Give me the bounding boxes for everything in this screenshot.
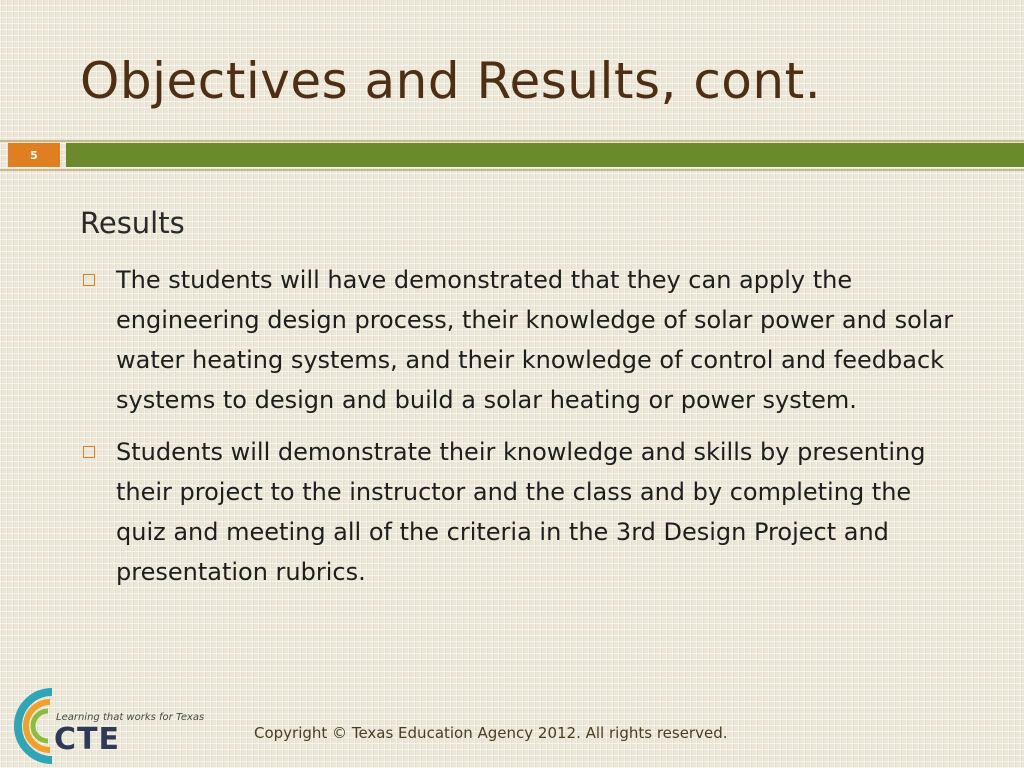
- logo-name: CTE: [54, 722, 120, 757]
- page-number-badge: [8, 143, 60, 167]
- bullet-list: [80, 260, 960, 604]
- logo-tagline: Learning that works for Texas: [56, 712, 205, 723]
- page-number: 5: [30, 148, 38, 162]
- square-bullet-icon: [83, 446, 95, 458]
- accent-bar: [66, 143, 1024, 167]
- bullet-item: [80, 260, 960, 420]
- divider-top: [0, 140, 1024, 142]
- square-bullet-icon: [83, 274, 95, 286]
- slide-title: Objectives and Results, cont.: [80, 52, 822, 110]
- bullet-item: [80, 432, 960, 592]
- divider-bottom: [0, 169, 1024, 171]
- section-heading: Results: [80, 206, 185, 240]
- bullet-text: Students will demonstrate their knowledge and skills by presenting their project to the instructor and the class and by completing the quiz and meeting all of the criteria in the 3rd Design Project and presentation rubrics.: [116, 438, 926, 586]
- copyright-text: Copyright © Texas Education Agency 2012. All rights reserved.: [254, 724, 728, 742]
- bullet-text: The students will have demonstrated that they can apply the engineering design process, their knowledge of solar power and solar water heating systems, and their knowledge of control and feedback systems to design and build a solar heating or power system.: [116, 266, 954, 414]
